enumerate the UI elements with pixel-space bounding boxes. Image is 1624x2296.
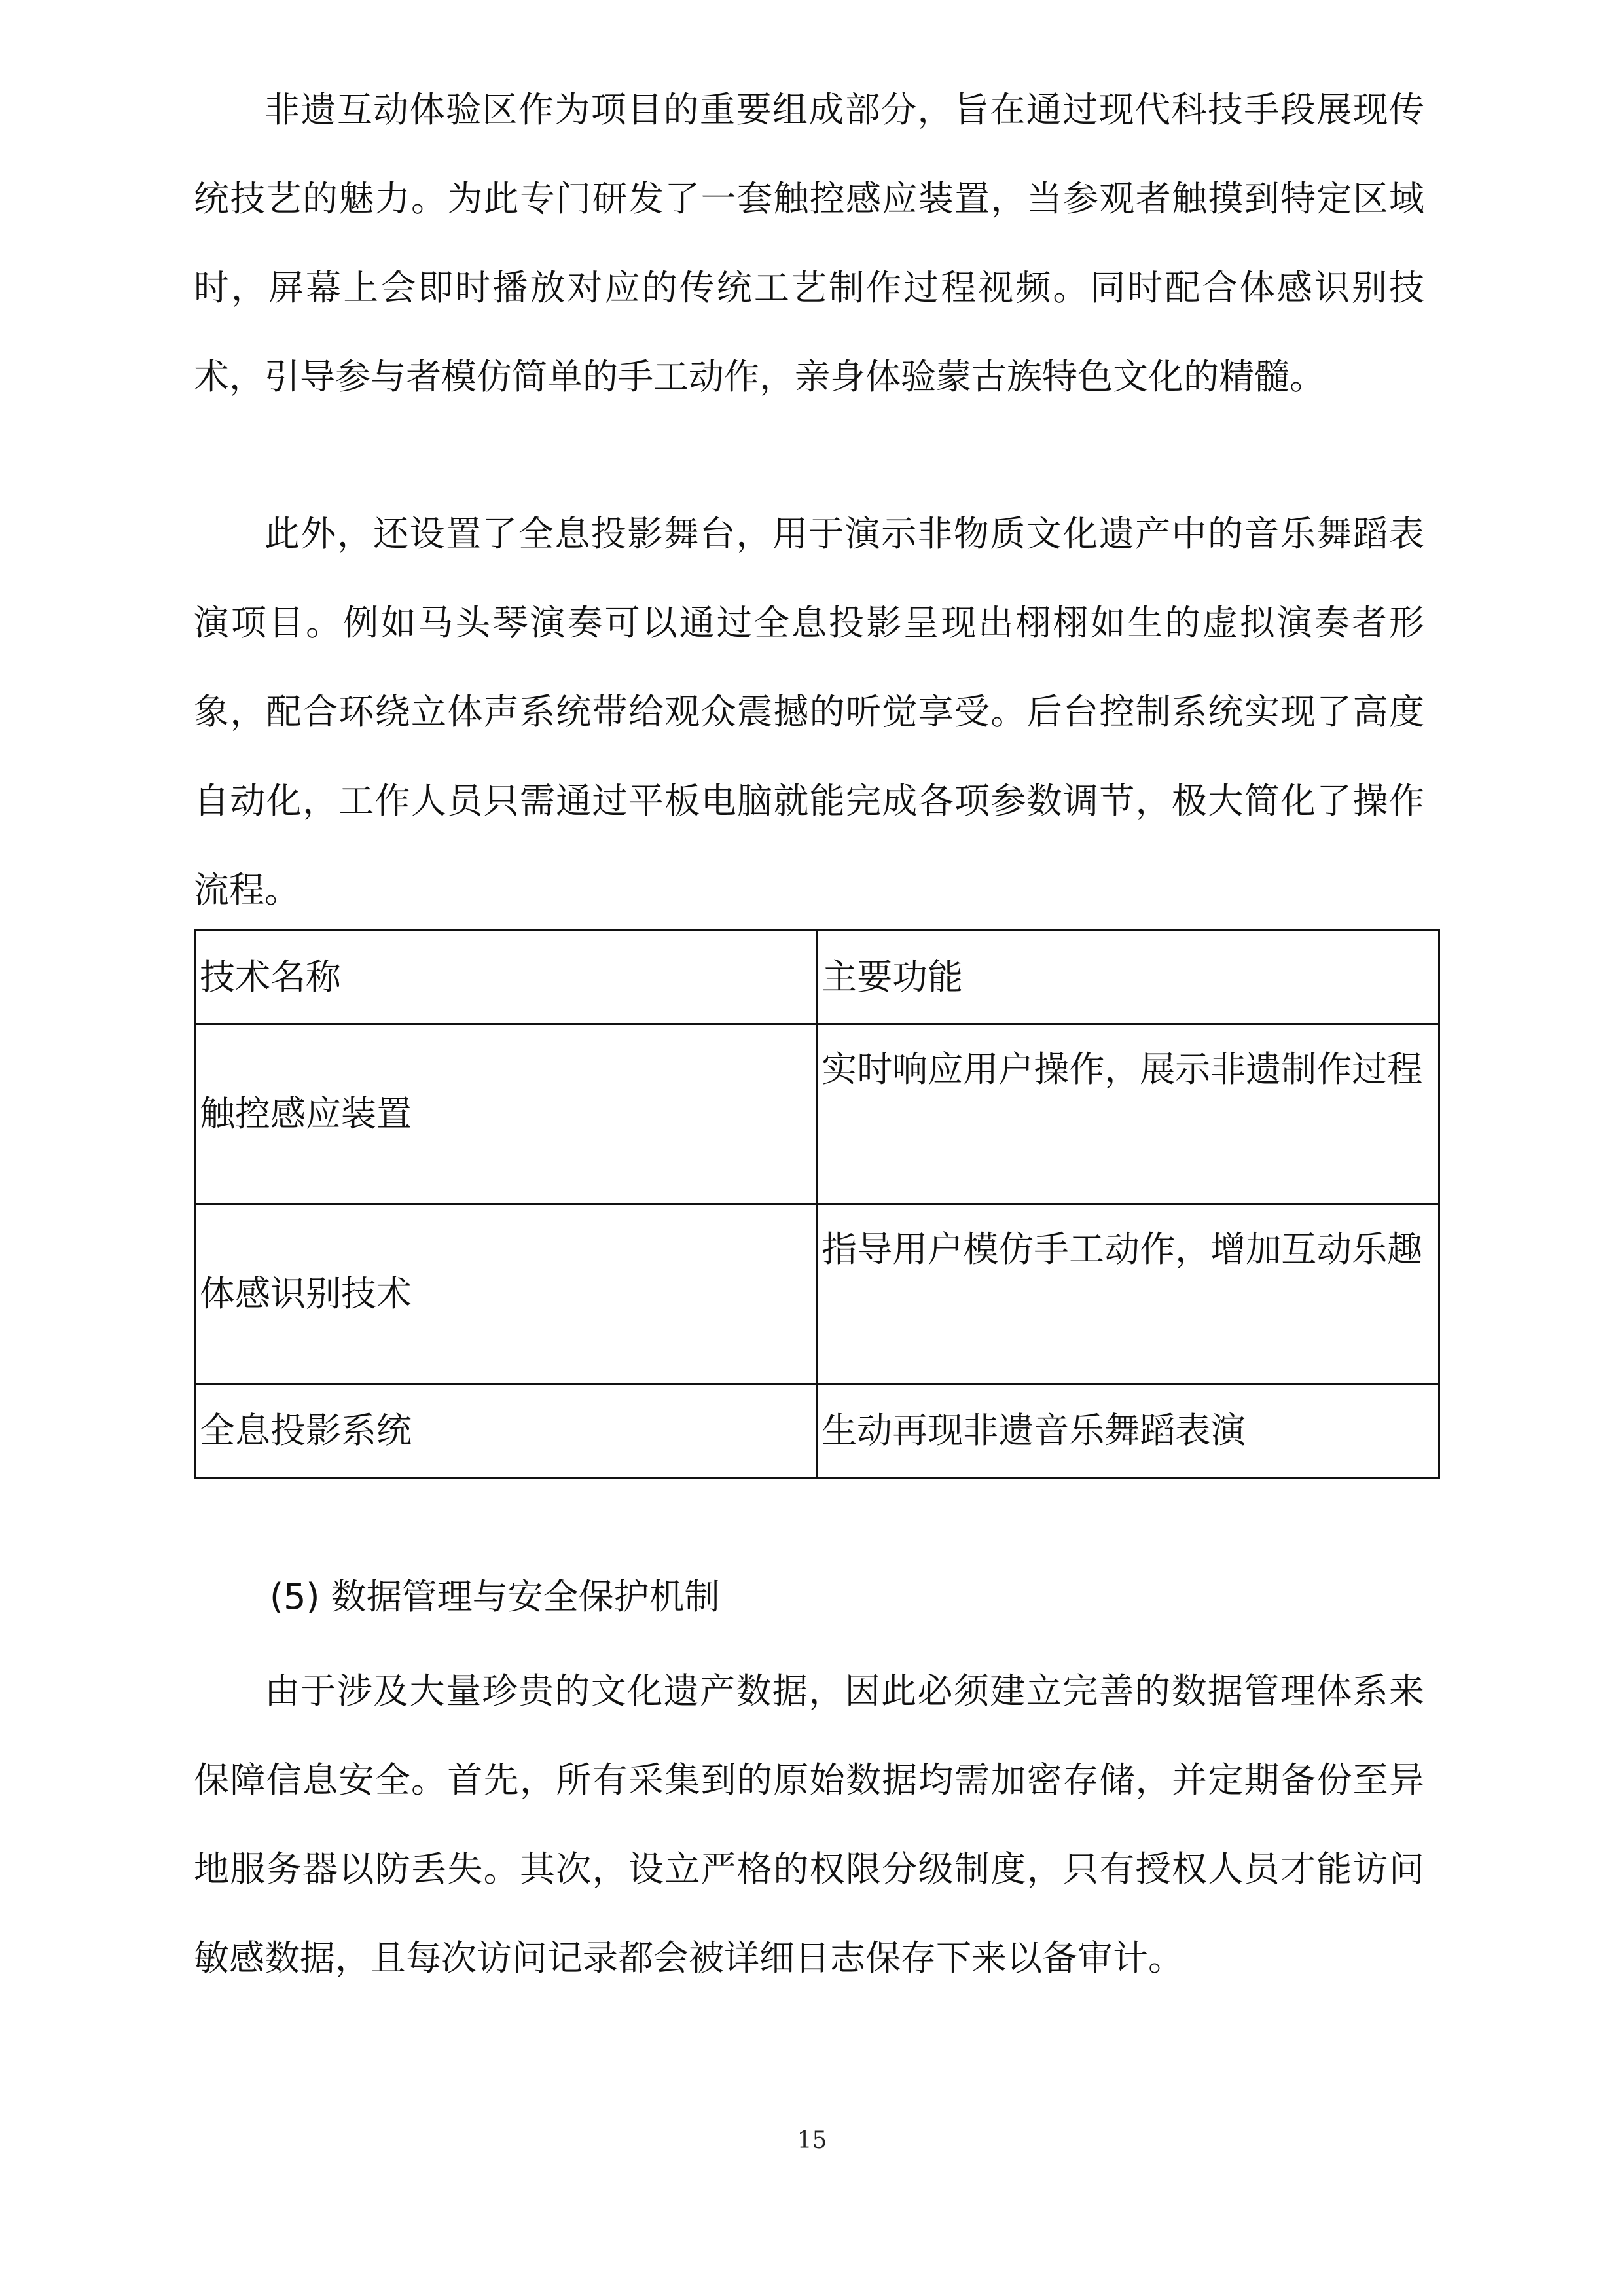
table-row <box>195 1024 1439 1204</box>
table-row <box>195 1204 1439 1384</box>
table-cell-function: 生动再现非遗音乐舞蹈表演 <box>817 1384 1439 1478</box>
table-row <box>195 1384 1439 1478</box>
table-header-cell: 技术名称 <box>195 931 817 1024</box>
table-header-row <box>195 931 1439 1024</box>
table-header-cell: 主要功能 <box>817 931 1439 1024</box>
paragraph-interactive-zone: 非遗互动体验区作为项目的重要组成部分，旨在通过现代科技手段展现传统技艺的魅力。为此专门研发了一套触控感应装置，当参观者触摸到特定区域时，屏幕上会即时播放对应的传统工艺制作过程视频。同时配合体感识别技术，引导参与者模仿简单的手工动作，亲身体验蒙古族特色文化的精髓。 <box>194 89 1424 397</box>
table-cell-tech-name: 全息投影系统 <box>195 1384 817 1478</box>
paragraph-holographic-stage: 此外，还设置了全息投影舞台，用于演示非物质文化遗产中的音乐舞蹈表演项目。例如马头琴演奏可以通过全息投影呈现出栩栩如生的虚拟演奏者形象，配合环绕立体声系统带给观众震撼的听觉享受。后台控制系统实现了高度自动化，工作人员只需通过平板电脑就能完成各项参数调节，极大简化了操作流程。 <box>194 513 1424 910</box>
section-heading: (5) 数据管理与安全保护机制 <box>270 1576 720 1617</box>
paragraph-data-security: 由于涉及大量珍贵的文化遗产数据，因此必须建立完善的数据管理体系来保障信息安全。首先，所有采集到的原始数据均需加密存储，并定期备份至异地服务器以防丢失。其次，设立严格的权限分级制度，只有授权人员才能访问敏感数据，且每次访问记录都会被详细日志保存下来以备审计。 <box>194 1670 1424 1979</box>
table-cell-function: 实时响应用户操作，展示非遗制作过程 <box>817 1024 1439 1204</box>
table-cell-tech-name: 触控感应装置 <box>195 1024 817 1204</box>
page-number: 15 <box>797 2127 827 2154</box>
table-cell-function: 指导用户模仿手工动作，增加互动乐趣 <box>817 1204 1439 1384</box>
technology-table <box>194 929 1440 1479</box>
table-cell-tech-name: 体感识别技术 <box>195 1204 817 1384</box>
